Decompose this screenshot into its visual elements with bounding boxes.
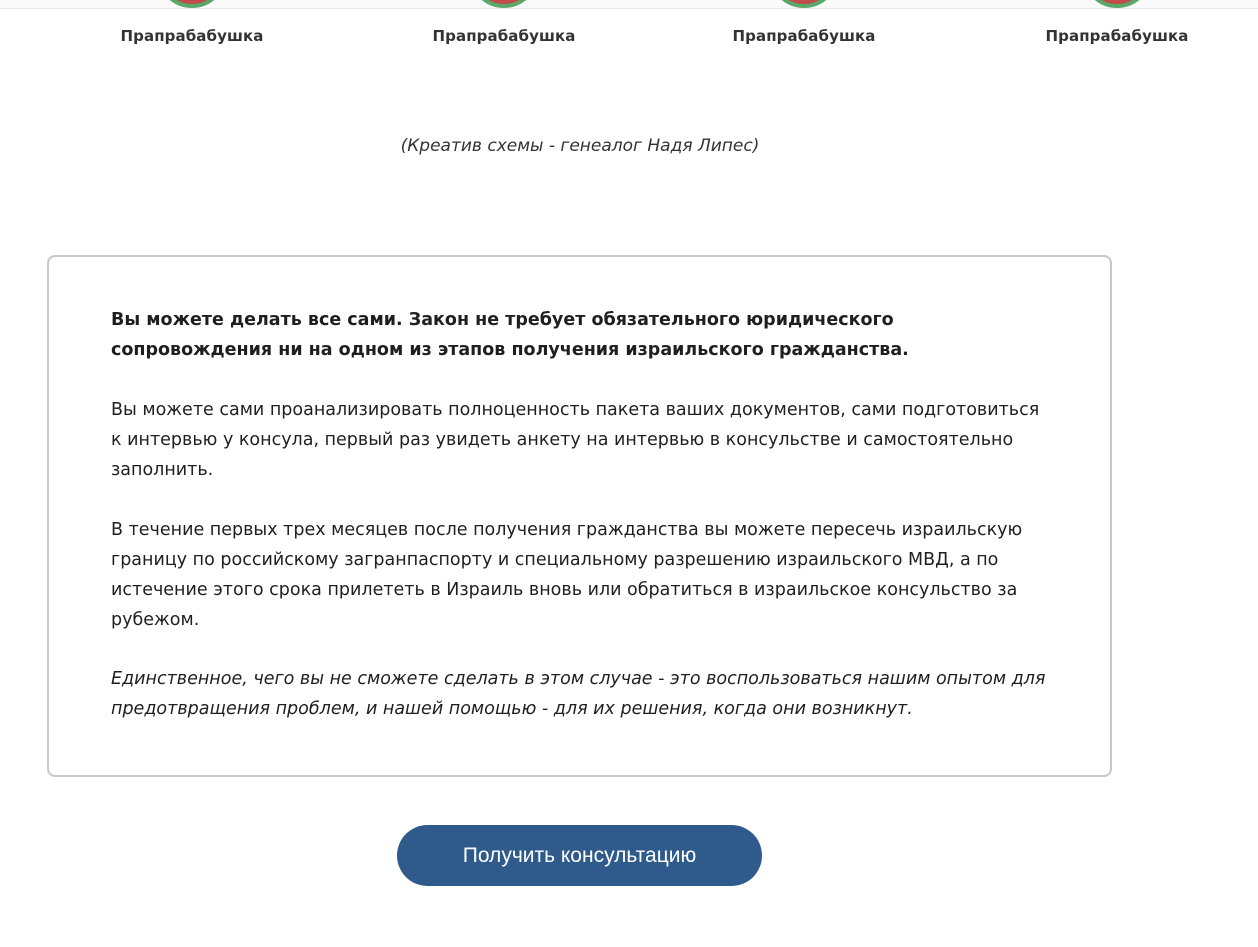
ancestor-label: Прапрабабушка [120, 27, 264, 45]
ancestor-label: Прапрабабушка [1045, 27, 1189, 45]
info-paragraph: В течение первых трех месяцев после получения гражданства вы можете пересечь израильскую границу по российскому загранпаспорту и специальному разрешению израильского МВД, а по истечение этого срока прилететь в Израиль вновь или обратиться в израильское консульство за рубежом. [111, 520, 1023, 630]
info-paragraph-bold: Вы можете делать все сами. Закон не требует обязательного юридического сопровождения ни на одном из этапов получения израильского гражданства. [111, 310, 909, 360]
ancestor-node [704, 0, 904, 50]
ancestor-label: Прапрабабушка [732, 27, 876, 45]
info-paragraph-italic: Единственное, чего вы не сможете сделать в этом случае - это воспользоваться нашим опытом для предотвращения проблем, и нашей помощью - для их решения, когда они возникнут. [111, 669, 1046, 719]
info-paragraph: Вы можете сами проанализировать полноценность пакета ваших документов, сами подготовиться к интервью у консула, первый раз увидеть анкету на интервью в консульстве и самостоятельно заполнить. [111, 400, 1040, 480]
ancestor-avatar-icon [769, 0, 839, 8]
ancestor-avatar-icon [469, 0, 539, 8]
scheme-credit: (Креатив схемы - генеалог Надя Липес) [400, 136, 760, 156]
ancestor-avatar-icon [157, 0, 227, 8]
ancestor-node [92, 0, 292, 50]
info-box [47, 255, 1112, 777]
ancestor-node [404, 0, 604, 50]
ancestor-node [1017, 0, 1217, 50]
ancestor-avatar-icon [1082, 0, 1152, 8]
get-consultation-button[interactable]: Получить консультацию [397, 825, 762, 886]
ancestor-label: Прапрабабушка [432, 27, 576, 45]
